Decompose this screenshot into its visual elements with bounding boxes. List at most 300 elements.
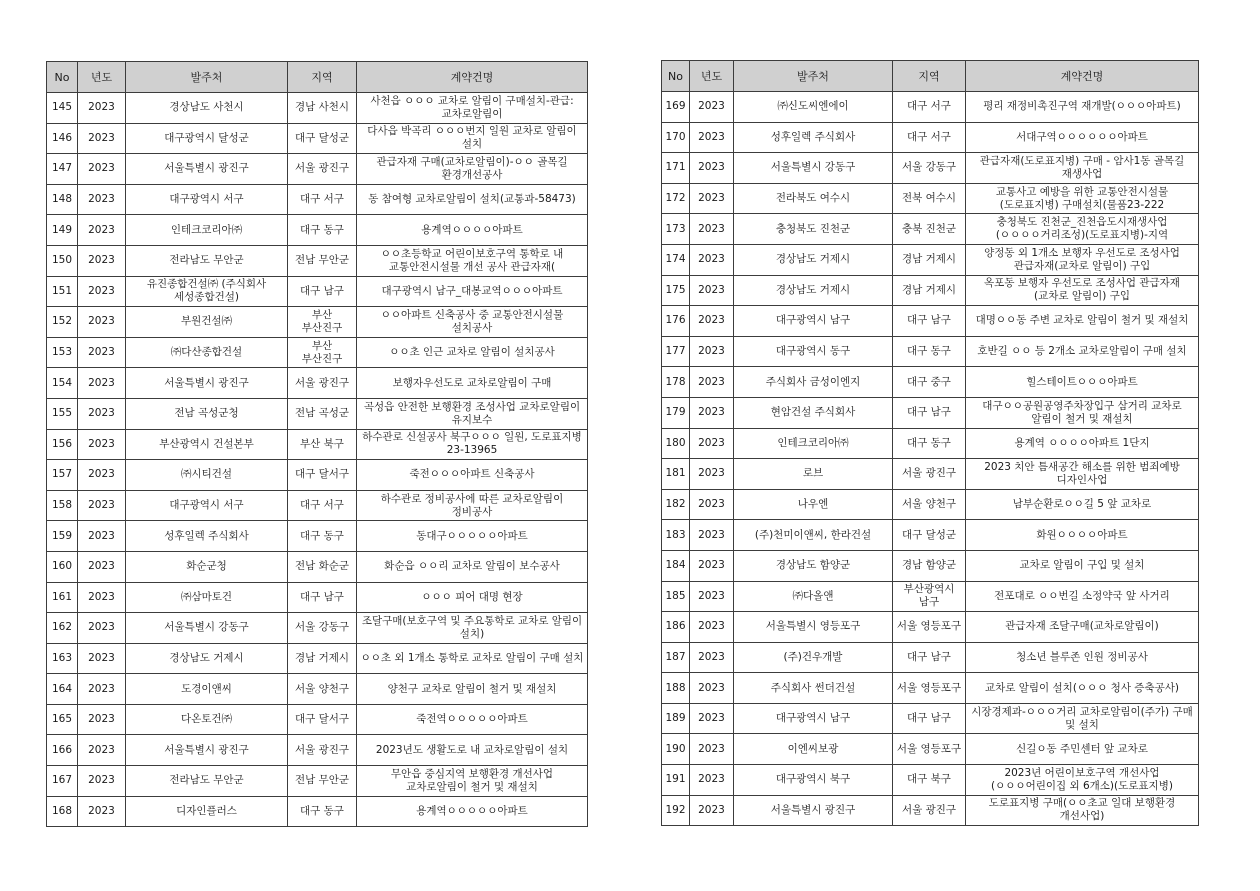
cell-region: 대구 서구	[288, 490, 357, 521]
cell-region: 대구 동구	[288, 796, 357, 827]
cell-contract-name: ㅇㅇ초 인근 교차로 알림이 설치공사	[357, 337, 588, 368]
cell-no: 150	[47, 245, 78, 276]
table-row	[662, 214, 1199, 245]
cell-no: 187	[662, 642, 690, 673]
table-row	[47, 551, 588, 582]
cell-no: 188	[662, 673, 690, 704]
table-row	[47, 460, 588, 491]
cell-year: 2023	[690, 183, 734, 214]
header-client: 발주처	[734, 61, 893, 92]
table-row	[47, 215, 588, 246]
cell-year: 2023	[690, 397, 734, 428]
table-row	[662, 122, 1199, 153]
cell-no: 182	[662, 489, 690, 520]
header-region: 지역	[893, 61, 966, 92]
cell-contract-name: 동 참여형 교차로알림이 설치(교통과-58473)	[357, 184, 588, 215]
cell-region: 전북 여수시	[893, 183, 966, 214]
cell-region: 서울 강동구	[288, 613, 357, 644]
cell-no: 156	[47, 429, 78, 460]
cell-client: 나우엔	[734, 489, 893, 520]
contract-rows-left	[47, 93, 588, 827]
cell-year: 2023	[690, 489, 734, 520]
header-row	[47, 62, 588, 93]
cell-client: 이엔씨보광	[734, 734, 893, 765]
cell-region: 대구 북구	[893, 765, 966, 796]
table-row	[662, 428, 1199, 459]
table-row	[662, 734, 1199, 765]
cell-client: 성후일렉 주식회사	[734, 122, 893, 153]
cell-no: 178	[662, 367, 690, 398]
table-row	[662, 489, 1199, 520]
cell-year: 2023	[78, 551, 126, 582]
cell-no: 183	[662, 520, 690, 551]
cell-region: 대구 달서구	[288, 704, 357, 735]
cell-client: 대구광역시 남구	[734, 306, 893, 337]
header-no: No	[662, 61, 690, 92]
cell-client: 대구광역시 남구	[734, 703, 893, 734]
contract-rows-right	[662, 92, 1199, 826]
cell-region: 대구 남구	[288, 582, 357, 613]
cell-contract-name: 남부순환로ㅇㅇ길 5 앞 교차로	[966, 489, 1199, 520]
cell-contract-name: 2023 치안 틈새공간 해소를 위한 범죄예방 디자인사업	[966, 459, 1199, 490]
cell-client: 디자인플러스	[126, 796, 288, 827]
cell-no: 169	[662, 92, 690, 123]
table-row	[662, 795, 1199, 826]
cell-no: 175	[662, 275, 690, 306]
cell-client: 충청북도 진천군	[734, 214, 893, 245]
header-row	[662, 61, 1199, 92]
cell-no: 146	[47, 123, 78, 154]
cell-year: 2023	[78, 796, 126, 827]
cell-client: 서울특별시 영등포구	[734, 612, 893, 643]
cell-contract-name: ㅇㅇㅇ 피어 대명 현장	[357, 582, 588, 613]
cell-contract-name: 하수관로 정비공사에 따른 교차로알림이 정비공사	[357, 490, 588, 521]
cell-no: 171	[662, 153, 690, 184]
cell-no: 165	[47, 704, 78, 735]
cell-region: 대구 중구	[893, 367, 966, 398]
cell-region: 서울 영등포구	[893, 673, 966, 704]
cell-region: 대구 달성군	[893, 520, 966, 551]
table-row	[47, 613, 588, 644]
cell-year: 2023	[690, 244, 734, 275]
cell-contract-name: 관급자재(도로표지병) 구매 - 암사1동 골목길 재생사업	[966, 153, 1199, 184]
table-row	[47, 490, 588, 521]
cell-no: 164	[47, 674, 78, 705]
cell-year: 2023	[690, 306, 734, 337]
cell-no: 173	[662, 214, 690, 245]
table-row	[662, 153, 1199, 184]
cell-region: 대구 동구	[288, 215, 357, 246]
cell-client: 서울특별시 광진구	[126, 735, 288, 766]
cell-contract-name: 대구ㅇㅇ공원공영주차장입구 삼거리 교차로 알림이 철거 및 재설치	[966, 397, 1199, 428]
cell-year: 2023	[690, 214, 734, 245]
cell-contract-name: 조달구매(보호구역 및 주요통학로 교차로 알림이 설치)	[357, 613, 588, 644]
table-row	[662, 642, 1199, 673]
cell-contract-name: 화원ㅇㅇㅇㅇ아파트	[966, 520, 1199, 551]
cell-client: 도경이앤씨	[126, 674, 288, 705]
cell-year: 2023	[78, 460, 126, 491]
cell-year: 2023	[78, 276, 126, 307]
cell-client: 전라남도 무안군	[126, 766, 288, 797]
cell-region: 경남 거제시	[288, 643, 357, 674]
cell-year: 2023	[78, 704, 126, 735]
cell-year: 2023	[78, 582, 126, 613]
cell-year: 2023	[690, 92, 734, 123]
cell-region: 전남 화순군	[288, 551, 357, 582]
cell-contract-name: 옥포동 보행자 우선도로 조성사업 관급자재(교차로 알림이) 구입	[966, 275, 1199, 306]
cell-contract-name: 청소년 블루존 인원 정비공사	[966, 642, 1199, 673]
cell-client: 성후일렉 주식회사	[126, 521, 288, 552]
cell-client: 대구광역시 서구	[126, 490, 288, 521]
cell-client: (주)건우개발	[734, 642, 893, 673]
cell-client: ㈜다산종합건설	[126, 337, 288, 368]
cell-no: 181	[662, 459, 690, 490]
cell-region: 부산 부산진구	[288, 337, 357, 368]
table-row	[662, 459, 1199, 490]
cell-year: 2023	[690, 734, 734, 765]
cell-year: 2023	[78, 215, 126, 246]
cell-year: 2023	[78, 337, 126, 368]
table-row	[47, 735, 588, 766]
cell-region: 전남 무안군	[288, 766, 357, 797]
cell-client: 서울특별시 강동구	[126, 613, 288, 644]
table-row	[662, 765, 1199, 796]
cell-contract-name: 다사읍 박곡리 ㅇㅇㅇ번지 일원 교차로 알림이 설치	[357, 123, 588, 154]
cell-contract-name: 관급자재 조달구매(교차로알림이)	[966, 612, 1199, 643]
cell-region: 충북 진천군	[893, 214, 966, 245]
cell-client: ㈜삼마토건	[126, 582, 288, 613]
cell-no: 190	[662, 734, 690, 765]
cell-no: 189	[662, 703, 690, 734]
cell-no: 170	[662, 122, 690, 153]
cell-contract-name: 죽전ㅇㅇㅇ아파트 신축공사	[357, 460, 588, 491]
cell-client: ㈜다올앤	[734, 581, 893, 612]
cell-contract-name: 충청북도 진천군_진천읍도시재생사업(ㅇㅇㅇㅇ거리조성)(도로표지병)-지역	[966, 214, 1199, 245]
cell-contract-name: 곡성읍 안전한 보행환경 조성사업 교차로알림이 유지보수	[357, 398, 588, 429]
cell-contract-name: 죽전역ㅇㅇㅇㅇㅇ아파트	[357, 704, 588, 735]
cell-contract-name: 전포대로 ㅇㅇ번길 소정약국 앞 사거리	[966, 581, 1199, 612]
table-row	[47, 245, 588, 276]
cell-year: 2023	[78, 521, 126, 552]
cell-year: 2023	[690, 122, 734, 153]
cell-no: 174	[662, 244, 690, 275]
cell-client: ㈜시티건설	[126, 460, 288, 491]
cell-year: 2023	[78, 245, 126, 276]
cell-contract-name: 화순읍 ㅇㅇ리 교차로 알림이 보수공사	[357, 551, 588, 582]
cell-contract-name: 하수관로 신설공사 북구ㅇㅇㅇ 일원, 도로표지병 23-13965	[357, 429, 588, 460]
cell-no: 168	[47, 796, 78, 827]
cell-region: 전남 무안군	[288, 245, 357, 276]
table-row	[47, 276, 588, 307]
cell-client: 부산광역시 건설본부	[126, 429, 288, 460]
cell-region: 서울 광진구	[288, 735, 357, 766]
cell-contract-name: 양천구 교차로 알림이 철거 및 재설치	[357, 674, 588, 705]
header-year: 년도	[690, 61, 734, 92]
cell-contract-name: 용계역ㅇㅇㅇㅇㅇ아파트	[357, 796, 588, 827]
cell-client: 대구광역시 북구	[734, 765, 893, 796]
cell-year: 2023	[690, 275, 734, 306]
table-row	[47, 766, 588, 797]
cell-year: 2023	[690, 612, 734, 643]
contract-table-right	[661, 60, 1199, 826]
table-row	[662, 244, 1199, 275]
table-row	[662, 550, 1199, 581]
cell-no: 147	[47, 154, 78, 185]
cell-region: 서울 양천구	[288, 674, 357, 705]
cell-no: 158	[47, 490, 78, 521]
cell-contract-name: 서대구역ㅇㅇㅇㅇㅇㅇ아파트	[966, 122, 1199, 153]
cell-no: 185	[662, 581, 690, 612]
cell-year: 2023	[690, 673, 734, 704]
cell-no: 155	[47, 398, 78, 429]
cell-no: 166	[47, 735, 78, 766]
cell-no: 148	[47, 184, 78, 215]
table-row	[47, 643, 588, 674]
cell-no: 151	[47, 276, 78, 307]
table-row	[662, 520, 1199, 551]
table-row	[662, 703, 1199, 734]
cell-contract-name: 힐스테이트ㅇㅇㅇ아파트	[966, 367, 1199, 398]
table-row	[47, 154, 588, 185]
cell-region: 서울 광진구	[288, 368, 357, 399]
table-row	[47, 184, 588, 215]
cell-contract-name: 교차로 알림이 구입 및 설치	[966, 550, 1199, 581]
cell-region: 대구 남구	[893, 397, 966, 428]
cell-no: 177	[662, 336, 690, 367]
cell-year: 2023	[690, 765, 734, 796]
cell-client: 서울특별시 광진구	[126, 154, 288, 185]
cell-client: 대구광역시 달성군	[126, 123, 288, 154]
cell-region: 서울 광진구	[893, 459, 966, 490]
cell-region: 서울 영등포구	[893, 612, 966, 643]
header-contract-name: 계약건명	[357, 62, 588, 93]
cell-region: 전남 곡성군	[288, 398, 357, 429]
cell-contract-name: 2023년 어린이보호구역 개선사업(ㅇㅇㅇ어린이집 외 6개소)(도로표지병)	[966, 765, 1199, 796]
cell-no: 163	[47, 643, 78, 674]
cell-client: 대구광역시 동구	[734, 336, 893, 367]
cell-year: 2023	[78, 154, 126, 185]
cell-contract-name: 관급자재 구매(교차로알림이)-ㅇㅇ 골목길 환경개선공사	[357, 154, 588, 185]
cell-client: 부원건설㈜	[126, 307, 288, 338]
cell-contract-name: 신길ㅇ동 주민센터 앞 교차로	[966, 734, 1199, 765]
cell-year: 2023	[78, 766, 126, 797]
cell-year: 2023	[78, 735, 126, 766]
header-no: No	[47, 62, 78, 93]
cell-no: 179	[662, 397, 690, 428]
cell-year: 2023	[690, 520, 734, 551]
header-year: 년도	[78, 62, 126, 93]
cell-no: 184	[662, 550, 690, 581]
cell-year: 2023	[78, 490, 126, 521]
header-client: 발주처	[126, 62, 288, 93]
cell-region: 경남 거제시	[893, 244, 966, 275]
cell-client: 주식회사 금성이엔지	[734, 367, 893, 398]
cell-contract-name: ㅇㅇ초 외 1개소 통학로 교차로 알림이 구매 설치	[357, 643, 588, 674]
cell-region: 대구 남구	[893, 306, 966, 337]
cell-year: 2023	[690, 336, 734, 367]
cell-no: 152	[47, 307, 78, 338]
cell-contract-name: 용계역ㅇㅇㅇㅇ아파트	[357, 215, 588, 246]
cell-region: 부산광역시 남구	[893, 581, 966, 612]
cell-year: 2023	[690, 153, 734, 184]
cell-client: 로브	[734, 459, 893, 490]
table-row	[47, 123, 588, 154]
cell-year: 2023	[690, 703, 734, 734]
cell-client: 인테크코리아㈜	[126, 215, 288, 246]
header-region: 지역	[288, 62, 357, 93]
cell-no: 167	[47, 766, 78, 797]
cell-contract-name: 대구광역시 남구_대봉교역ㅇㅇㅇ아파트	[357, 276, 588, 307]
cell-region: 부산 북구	[288, 429, 357, 460]
cell-region: 경남 사천시	[288, 93, 357, 124]
table-row	[662, 183, 1199, 214]
cell-region: 경남 거제시	[893, 275, 966, 306]
cell-region: 대구 서구	[893, 92, 966, 123]
cell-region: 대구 달성군	[288, 123, 357, 154]
cell-year: 2023	[690, 550, 734, 581]
cell-client: ㈜신도씨엔에이	[734, 92, 893, 123]
cell-client: 서울특별시 강동구	[734, 153, 893, 184]
cell-no: 157	[47, 460, 78, 491]
table-row	[47, 796, 588, 827]
cell-no: 149	[47, 215, 78, 246]
cell-no: 191	[662, 765, 690, 796]
cell-contract-name: 동대구ㅇㅇㅇㅇㅇ아파트	[357, 521, 588, 552]
cell-region: 서울 강동구	[893, 153, 966, 184]
cell-client: 서울특별시 광진구	[734, 795, 893, 826]
cell-contract-name: 양정동 외 1개소 보행자 우선도로 조성사업 관급자재(교차로 알림이) 구입	[966, 244, 1199, 275]
cell-no: 186	[662, 612, 690, 643]
cell-region: 대구 동구	[288, 521, 357, 552]
cell-no: 180	[662, 428, 690, 459]
cell-year: 2023	[690, 795, 734, 826]
table-row	[662, 306, 1199, 337]
cell-client: 대구광역시 서구	[126, 184, 288, 215]
table-row	[662, 673, 1199, 704]
cell-no: 145	[47, 93, 78, 124]
cell-year: 2023	[78, 613, 126, 644]
cell-client: 다온토건㈜	[126, 704, 288, 735]
cell-year: 2023	[690, 367, 734, 398]
cell-no: 192	[662, 795, 690, 826]
cell-contract-name: 사천읍 ㅇㅇㅇ 교차로 알림이 구매설치-관급: 교차로알림이	[357, 93, 588, 124]
cell-client: 주식회사 썬더건설	[734, 673, 893, 704]
cell-client: 현암건설 주식회사	[734, 397, 893, 428]
cell-no: 162	[47, 613, 78, 644]
cell-client: (주)천미이앤씨, 한라건설	[734, 520, 893, 551]
cell-year: 2023	[78, 368, 126, 399]
cell-region: 대구 동구	[893, 428, 966, 459]
cell-client: 경상남도 거제시	[734, 244, 893, 275]
cell-region: 대구 서구	[893, 122, 966, 153]
cell-region: 서울 영등포구	[893, 734, 966, 765]
cell-year: 2023	[78, 123, 126, 154]
table-row	[662, 397, 1199, 428]
cell-region: 서울 양천구	[893, 489, 966, 520]
table-row	[47, 93, 588, 124]
table-row	[47, 582, 588, 613]
contract-table-left	[46, 61, 588, 827]
cell-client: 경상남도 함양군	[734, 550, 893, 581]
cell-year: 2023	[78, 307, 126, 338]
cell-region: 대구 남구	[288, 276, 357, 307]
cell-year: 2023	[690, 642, 734, 673]
cell-year: 2023	[690, 459, 734, 490]
table-row	[662, 275, 1199, 306]
table-row	[662, 367, 1199, 398]
cell-contract-name: ㅇㅇ초등학교 어린이보호구역 통학로 내 교통안전시설물 개선 공사 관급자재(	[357, 245, 588, 276]
cell-client: 경상남도 사천시	[126, 93, 288, 124]
cell-year: 2023	[78, 643, 126, 674]
table-row	[662, 92, 1199, 123]
cell-contract-name: 호반길 ㅇㅇ 등 2개소 교차로알림이 구매 설치	[966, 336, 1199, 367]
cell-contract-name: 평리 재정비촉진구역 재개발(ㅇㅇㅇ아파트)	[966, 92, 1199, 123]
cell-client: 전라남도 무안군	[126, 245, 288, 276]
cell-client: 경상남도 거제시	[734, 275, 893, 306]
cell-client: 경상남도 거제시	[126, 643, 288, 674]
table-row	[47, 429, 588, 460]
table-row	[662, 581, 1199, 612]
table-row	[47, 337, 588, 368]
cell-region: 대구 남구	[893, 642, 966, 673]
cell-contract-name: 무안읍 중심지역 보행환경 개선사업 교차로알림이 철거 및 재설치	[357, 766, 588, 797]
cell-region: 서울 광진구	[288, 154, 357, 185]
cell-region: 대구 동구	[893, 336, 966, 367]
cell-no: 154	[47, 368, 78, 399]
cell-year: 2023	[78, 93, 126, 124]
cell-contract-name: 교차로 알림이 설치(ㅇㅇㅇ 청사 증축공사)	[966, 673, 1199, 704]
cell-year: 2023	[690, 428, 734, 459]
cell-contract-name: 2023년도 생활도로 내 교차로알림이 설치	[357, 735, 588, 766]
cell-contract-name: 대명ㅇㅇ동 주변 교차로 알림이 철거 및 재설치	[966, 306, 1199, 337]
cell-contract-name: 시장경제과-ㅇㅇㅇ거리 교차로알림이(주가) 구매 및 설치	[966, 703, 1199, 734]
cell-year: 2023	[78, 184, 126, 215]
cell-year: 2023	[690, 581, 734, 612]
table-row	[47, 704, 588, 735]
cell-no: 159	[47, 521, 78, 552]
header-contract-name: 계약건명	[966, 61, 1199, 92]
cell-contract-name: 도로표지병 구매(ㅇㅇ초교 일대 보행환경 개선사업)	[966, 795, 1199, 826]
cell-no: 161	[47, 582, 78, 613]
cell-no: 153	[47, 337, 78, 368]
cell-contract-name: 교통사고 예방을 위한 교통안전시설물(도로표지병) 구매설치(물품23-222	[966, 183, 1199, 214]
cell-client: 인테크코리아㈜	[734, 428, 893, 459]
table-row	[47, 674, 588, 705]
cell-no: 176	[662, 306, 690, 337]
table-row	[47, 368, 588, 399]
cell-client: 전라북도 여수시	[734, 183, 893, 214]
cell-client: 전남 곡성군청	[126, 398, 288, 429]
table-row	[47, 307, 588, 338]
table-row	[662, 612, 1199, 643]
cell-client: 서울특별시 광진구	[126, 368, 288, 399]
cell-client: 유진종합건설㈜ (주식회사 세성종합건설)	[126, 276, 288, 307]
cell-contract-name: 용계역 ㅇㅇㅇㅇ아파트 1단지	[966, 428, 1199, 459]
table-row	[47, 521, 588, 552]
table-row	[662, 336, 1199, 367]
cell-year: 2023	[78, 429, 126, 460]
cell-year: 2023	[78, 674, 126, 705]
cell-region: 대구 남구	[893, 703, 966, 734]
cell-no: 160	[47, 551, 78, 582]
table-row	[47, 398, 588, 429]
cell-contract-name: 보행자우선도로 교차로알림이 구매	[357, 368, 588, 399]
cell-region: 경남 함양군	[893, 550, 966, 581]
cell-region: 부산 부산진구	[288, 307, 357, 338]
cell-no: 172	[662, 183, 690, 214]
cell-contract-name: ㅇㅇ아파트 신축공사 중 교통안전시설물 설치공사	[357, 307, 588, 338]
cell-region: 서울 광진구	[893, 795, 966, 826]
